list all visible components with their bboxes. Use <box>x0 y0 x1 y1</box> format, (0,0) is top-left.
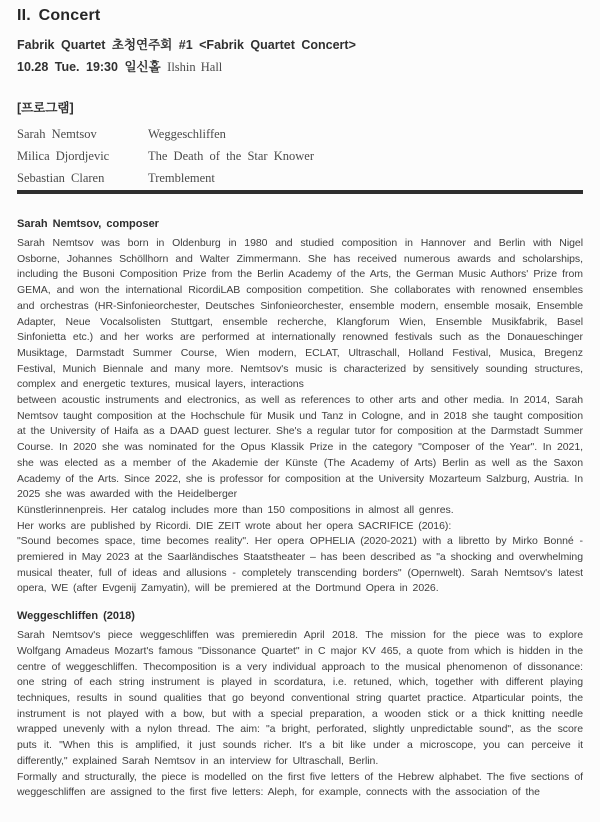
page-title: II. Concert <box>17 7 101 24</box>
event-datetime: 10.28 Tue. 19:30 일신홀 <box>17 60 161 74</box>
work-note-heading: Weggeschliffen (2018) <box>17 610 135 623</box>
program-composer: Sarah Nemtsov <box>17 127 97 141</box>
program-item <box>17 167 583 189</box>
event-datetime-line <box>17 60 583 75</box>
composer-bio-paragraph: "Sound becomes space, time becomes reality". Her opera OPHELIA (2020-2021) with a libretto by Mirko Bonné - premiered in May 2023 at the Saarländisches Staatstheater – has been described as "a shocking and overwhelming musical theater, full of ideas and allusions - completely transcending borders" (Opernwelt). Sarah Nemtsov's latest opera, WE (after Evgenij Zamyatin), will be premiered at the Dortmund Opera in 2026. <box>17 535 583 595</box>
event-venue-en: Ilshin Hall <box>167 60 223 74</box>
program-item <box>17 123 583 145</box>
composer-name: Sarah Nemtsov, <box>17 218 102 230</box>
program-work: Tremblement <box>148 171 215 185</box>
composer-bio-paragraph: Künstlerinnenpreis. Her catalog includes more than 150 compositions in almost all genres. <box>17 503 454 516</box>
work-note-paragraph: Formally and structurally, the piece is modelled on the first five letters of the Hebrew alphabet. The five sections of weggeschliffen are assigned to the first five letters: Aleph, for example, connects with the association of the <box>17 770 583 799</box>
composer-bio-paragraph: Sarah Nemtsov was born in Oldenburg in 1980 and studied composition in Hannover and Berlin with Nigel Osborne, Johannes Schöllhorn and Walter Zimmermann. She has received numerous awards and scholarships, including the Busoni Composition Prize from the Berlin Academy of the Arts, the German Music Authors' Prize from GEMA, and won the international RicordiLAB composition competition. She collaborates with renowned ensembles and orchestras (HR-Sinfonieorchester, Deutsches Sinfonieorchester, ensemble modern, ensemble mosaik, Ensemble Adapter, Neue Vocalsolisten Stuttgart, ensemble recherche, Klangforum Wien, Ensemble Musikfabrik, Basel Sinfonietta etc.) and her works are performed at internationally renowned festivals such as the Donaueschinger Musiktage, Darmstadt Summer Course, Wien modern, ECLAT, Ultraschall, Holland Festival, Musica, Bregenz Festival, Munich Biennale and many more. Nemtsov's music is characterized by sensitively sounding structures, complex and energetic textures, musical layers, interactions <box>17 237 583 391</box>
program-composer: Milica Djordjevic <box>17 149 110 163</box>
program-heading: [프로그램] <box>17 101 74 115</box>
program-list <box>17 123 583 189</box>
composer-bio-paragraph: Her works are published by Ricordi. DIE ZEIT wrote about her opera SACRIFICE (2016): <box>17 519 452 532</box>
composer-role: composer <box>106 218 159 230</box>
work-note-paragraph: Sarah Nemtsov's piece weggeschliffen was premieredin April 2018. The mission for the piece was to explore Wolfgang Amadeus Mozart's famous "Dissonance Quartet" in C major KV 465, a quote from which is hidden in the centre of weggeschliffen. Thecomposition is a very individual approach to the musical phenomenon of dissonance: one string of each string instrument is played in scordatura, i.e. retuned, which, together with different playing techniques, results in sound qualities that go beyond conventional string quartet practice. Atparticular points, the instrument is not played with a bow, but with a special preparation, a wooden stick or a thick knitting needle wrapped unevenly with a nylon thread. The aim: "a bright, perforated, slightly unpredictable sound", as the score puts it. "When this is amplified, it just sounds richer. It's a bit like under a microscope, you can perceive it differently," explained Sarah Nemtsov in an interview for Ultraschall, Berlin. <box>17 629 583 767</box>
program-work: Weggeschliffen <box>148 127 226 141</box>
program-work: The Death of the Star Knower <box>148 149 314 163</box>
composer-bio-paragraph: between acoustic instruments and electronics, as well as references to other arts and other media. In 2014, Sarah Nemtsov taught composition at the Hochschule für Musik und Tanz in Cologne, and in 2018 she taught composition at the University of Haifa as a DAAD guest lecturer. She's a regular tutor for composition at the Darmstadt Summer Course. In 2020 she was nominated for the Opus Klassik Prize in the category "Composer of the Year". In 2021, she was elected as a member of the Akademie der Künste (The Academy of Arts) Berlin as well as the Saxon Academy of the Arts. Since 2022, she is professor for composition at the University Mozarteum Salzburg, Austria. In 2025 she was awarded with the Heidelberger <box>17 394 583 501</box>
section-divider <box>17 190 583 194</box>
program-composer: Sebastian Claren <box>17 171 105 185</box>
program-item <box>17 145 583 167</box>
composer-bio-heading <box>17 217 583 231</box>
event-title: Fabrik Quartet 초청연주회 #1 <Fabrik Quartet Concert> <box>17 38 356 52</box>
